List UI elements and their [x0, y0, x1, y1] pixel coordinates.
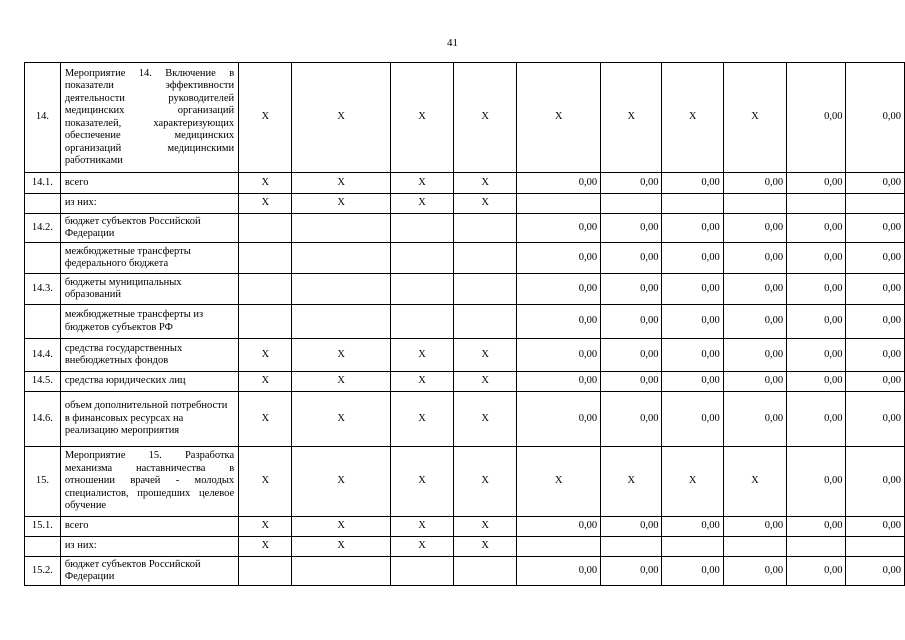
table-row: [25, 243, 905, 274]
table-cell: X: [239, 173, 292, 194]
table-cell: X: [239, 372, 292, 392]
table-cell: [454, 243, 517, 274]
table-cell: 0,00: [787, 339, 846, 372]
table-cell: [601, 537, 662, 557]
table-cell: [390, 214, 453, 243]
table-cell: 0,00: [846, 372, 905, 392]
budget-table: [24, 62, 905, 586]
table-cell: 0,00: [723, 339, 786, 372]
table-cell: [601, 194, 662, 214]
table-cell: 0,00: [662, 274, 723, 305]
table-cell: 0,00: [846, 214, 905, 243]
table-cell: 0,00: [723, 214, 786, 243]
table-cell: 0,00: [846, 517, 905, 537]
table-cell: 0,00: [846, 173, 905, 194]
table-cell: [723, 537, 786, 557]
table-cell: [292, 305, 390, 339]
table-cell: 0,00: [787, 63, 846, 173]
table-cell: 0,00: [723, 305, 786, 339]
table-cell: [454, 305, 517, 339]
row-description: межбюджетные трансферты из бюджетов субъектов РФ: [60, 305, 238, 339]
table-cell: [292, 214, 390, 243]
table-row: [25, 537, 905, 557]
table-cell: X: [454, 447, 517, 517]
table-cell: 0,00: [787, 557, 846, 586]
table-row: [25, 447, 905, 517]
table-cell: X: [390, 339, 453, 372]
row-number: 15.1.: [25, 517, 61, 537]
table-cell: X: [662, 63, 723, 173]
row-number: 14.3.: [25, 274, 61, 305]
table-cell: X: [239, 537, 292, 557]
row-number: 15.: [25, 447, 61, 517]
row-number: 14.: [25, 63, 61, 173]
table-cell: 0,00: [601, 274, 662, 305]
table-cell: X: [517, 447, 601, 517]
table-cell: [239, 557, 292, 586]
table-cell: 0,00: [787, 372, 846, 392]
row-description: бюджет субъектов Российской Федерации: [60, 214, 238, 243]
table-cell: 0,00: [846, 447, 905, 517]
table-cell: 0,00: [787, 392, 846, 447]
table-cell: 0,00: [662, 305, 723, 339]
table-cell: 0,00: [846, 243, 905, 274]
table-cell: [390, 274, 453, 305]
table-cell: 0,00: [787, 214, 846, 243]
table-row: [25, 305, 905, 339]
row-description: Мероприятие 15. Разработка механизма наставничества в отношении врачей - молодых специалистов, прошедших целевое обучение: [60, 447, 238, 517]
table-cell: X: [292, 392, 390, 447]
table-cell: X: [517, 63, 601, 173]
table-cell: X: [239, 447, 292, 517]
table-cell: X: [454, 517, 517, 537]
table-cell: 0,00: [846, 63, 905, 173]
table-cell: 0,00: [723, 274, 786, 305]
table-cell: 0,00: [601, 517, 662, 537]
row-number: [25, 305, 61, 339]
table-cell: X: [239, 63, 292, 173]
row-number: [25, 537, 61, 557]
row-number: [25, 194, 61, 214]
table-cell: X: [390, 517, 453, 537]
row-number: 14.6.: [25, 392, 61, 447]
table-cell: X: [723, 447, 786, 517]
row-description: объем дополнительной потребности в финансовых ресурсах на реализацию мероприятия: [60, 392, 238, 447]
row-number: 14.4.: [25, 339, 61, 372]
row-description: бюджеты муниципальных образований: [60, 274, 238, 305]
table-cell: X: [662, 447, 723, 517]
table-cell: X: [390, 194, 453, 214]
row-number: 14.2.: [25, 214, 61, 243]
table-cell: 0,00: [787, 274, 846, 305]
table-cell: X: [292, 372, 390, 392]
table-cell: 0,00: [517, 517, 601, 537]
table-row: [25, 339, 905, 372]
table-cell: X: [390, 372, 453, 392]
table-cell: [517, 194, 601, 214]
row-description: из них:: [60, 537, 238, 557]
table-cell: 0,00: [601, 243, 662, 274]
row-description: бюджет субъектов Российской Федерации: [60, 557, 238, 586]
table-cell: X: [454, 173, 517, 194]
table-cell: X: [292, 447, 390, 517]
table-cell: 0,00: [662, 214, 723, 243]
table-cell: [390, 557, 453, 586]
table-row: [25, 194, 905, 214]
table-cell: 0,00: [601, 173, 662, 194]
table-cell: 0,00: [787, 447, 846, 517]
table-cell: [239, 243, 292, 274]
row-description: средства государственных внебюджетных фондов: [60, 339, 238, 372]
table-cell: [390, 305, 453, 339]
table-cell: [390, 243, 453, 274]
table-cell: 0,00: [846, 339, 905, 372]
row-number: 15.2.: [25, 557, 61, 586]
table-cell: [662, 194, 723, 214]
table-row: [25, 274, 905, 305]
table-cell: [454, 557, 517, 586]
table-cell: 0,00: [601, 392, 662, 447]
table-cell: 0,00: [517, 243, 601, 274]
table-cell: X: [390, 447, 453, 517]
table-cell: 0,00: [846, 274, 905, 305]
table-cell: [787, 194, 846, 214]
table-cell: 0,00: [723, 173, 786, 194]
table-cell: [846, 537, 905, 557]
table-cell: 0,00: [601, 372, 662, 392]
table-cell: 0,00: [723, 372, 786, 392]
table-cell: X: [292, 517, 390, 537]
table-cell: 0,00: [723, 243, 786, 274]
table-cell: 0,00: [601, 339, 662, 372]
table-cell: X: [390, 537, 453, 557]
table-cell: [787, 537, 846, 557]
row-description: Мероприятие 14. Включение в показатели эффективности деятельности руководителей медицинских организаций показателей, характеризующих обеспечение медицинских организаций медицинскими работниками: [60, 63, 238, 173]
table-cell: X: [292, 63, 390, 173]
table-cell: [662, 537, 723, 557]
table-cell: [846, 194, 905, 214]
table-row: [25, 173, 905, 194]
table-cell: [723, 194, 786, 214]
table-row: [25, 517, 905, 537]
row-number: 14.1.: [25, 173, 61, 194]
table-cell: 0,00: [662, 557, 723, 586]
table-cell: 0,00: [517, 214, 601, 243]
row-description: межбюджетные трансферты федерального бюджета: [60, 243, 238, 274]
table-cell: 0,00: [662, 243, 723, 274]
table-cell: X: [454, 63, 517, 173]
table-cell: 0,00: [517, 372, 601, 392]
table-cell: X: [292, 194, 390, 214]
row-description: всего: [60, 173, 238, 194]
row-description: средства юридических лиц: [60, 372, 238, 392]
table-cell: 0,00: [517, 392, 601, 447]
table-row: [25, 63, 905, 173]
table-row: [25, 372, 905, 392]
table-cell: 0,00: [846, 305, 905, 339]
table-cell: [517, 537, 601, 557]
row-number: [25, 243, 61, 274]
table-cell: 0,00: [846, 557, 905, 586]
page-number: 41: [447, 37, 458, 49]
table-cell: 0,00: [601, 557, 662, 586]
table-cell: [239, 214, 292, 243]
table-row: [25, 557, 905, 586]
table-cell: X: [239, 517, 292, 537]
table-cell: X: [454, 194, 517, 214]
table-cell: X: [601, 63, 662, 173]
table-cell: 0,00: [517, 557, 601, 586]
table-cell: X: [454, 339, 517, 372]
table-cell: 0,00: [662, 173, 723, 194]
table-row: [25, 392, 905, 447]
table-row: [25, 214, 905, 243]
table-cell: 0,00: [787, 243, 846, 274]
table-cell: 0,00: [787, 305, 846, 339]
table-cell: X: [292, 537, 390, 557]
table-cell: 0,00: [787, 173, 846, 194]
table-cell: X: [454, 372, 517, 392]
table-cell: 0,00: [517, 305, 601, 339]
table-cell: [454, 214, 517, 243]
table-cell: X: [601, 447, 662, 517]
table-cell: X: [723, 63, 786, 173]
table-cell: 0,00: [662, 392, 723, 447]
table-cell: 0,00: [601, 214, 662, 243]
table-cell: X: [292, 339, 390, 372]
table-cell: 0,00: [517, 274, 601, 305]
table-cell: 0,00: [846, 392, 905, 447]
table-cell: [292, 243, 390, 274]
table-cell: 0,00: [601, 305, 662, 339]
row-description: из них:: [60, 194, 238, 214]
table-cell: [292, 274, 390, 305]
table-cell: X: [390, 63, 453, 173]
table-cell: [292, 557, 390, 586]
table-cell: X: [292, 173, 390, 194]
table-cell: 0,00: [662, 517, 723, 537]
table-cell: X: [239, 194, 292, 214]
table-cell: [454, 274, 517, 305]
table-cell: 0,00: [723, 517, 786, 537]
table-cell: 0,00: [787, 517, 846, 537]
table-cell: X: [454, 392, 517, 447]
table-cell: X: [390, 392, 453, 447]
table-cell: X: [239, 392, 292, 447]
table-cell: X: [390, 173, 453, 194]
table-cell: 0,00: [517, 339, 601, 372]
table-cell: 0,00: [662, 372, 723, 392]
table-cell: 0,00: [662, 339, 723, 372]
row-number: 14.5.: [25, 372, 61, 392]
table-cell: X: [239, 339, 292, 372]
table-cell: 0,00: [723, 392, 786, 447]
table-cell: [239, 305, 292, 339]
table-cell: X: [454, 537, 517, 557]
table-cell: 0,00: [723, 557, 786, 586]
table-cell: 0,00: [517, 173, 601, 194]
table-cell: [239, 274, 292, 305]
row-description: всего: [60, 517, 238, 537]
